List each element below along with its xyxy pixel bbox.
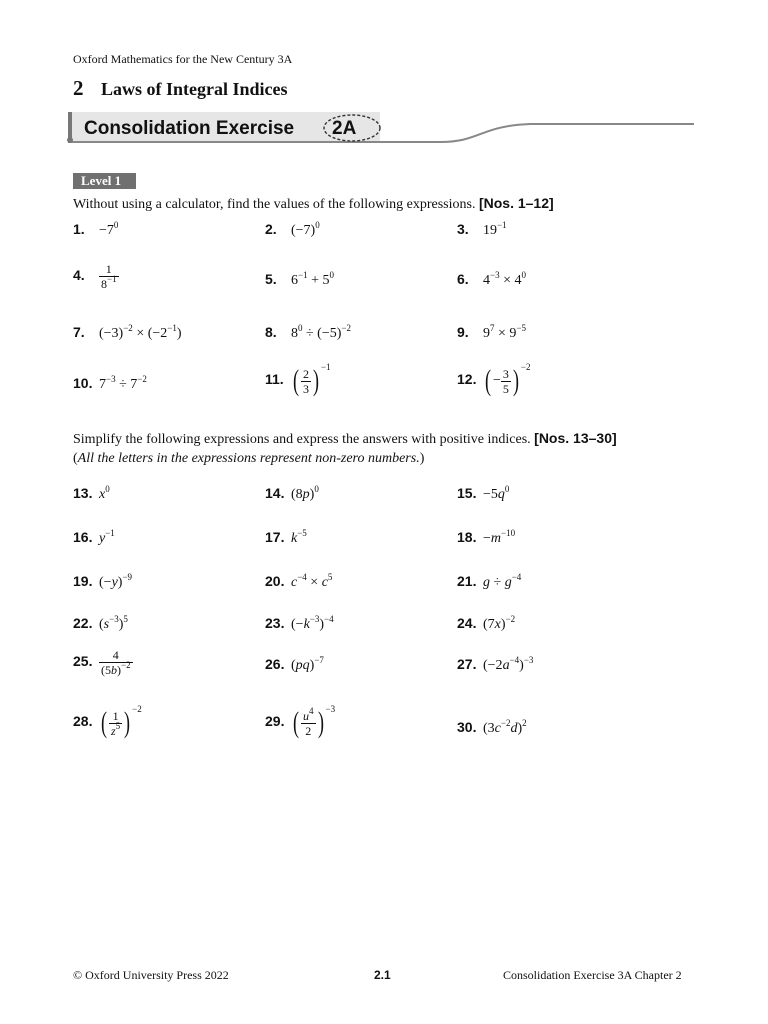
instruction-1-range: [Nos. 1–12] [478, 195, 554, 211]
instruction-2 [73, 430, 617, 448]
question-number: 22. [73, 615, 93, 631]
chapter-number: 2 [73, 76, 84, 100]
question-number: 6. [457, 271, 469, 287]
question-8: 8. $8^0 \div (-5)^{-2}$ [265, 323, 351, 341]
question-23: 23. $(-k^{-3})^{-4}$ [265, 614, 334, 632]
question-4: 4. $\frac{1}{8^{-1}}$ [73, 262, 117, 291]
question-14: 14. $(8p)^0$ [265, 484, 319, 502]
footer-page-number: 2.1 [374, 968, 391, 982]
question-number: 9. [457, 324, 469, 340]
question-number: 8. [265, 324, 277, 340]
book-title: Oxford Mathematics for the New Century 3A [73, 52, 293, 66]
question-number: 16. [73, 529, 93, 545]
question-19: 19. $(-y)^{-9}$ [73, 572, 133, 590]
question-5: 5. $6^{-1} + 5^0$ [265, 270, 334, 288]
question-number: 23. [265, 615, 285, 631]
question-number: 5. [265, 271, 277, 287]
question-number: 1. [73, 221, 85, 237]
question-number: 19. [73, 573, 93, 589]
question-number: 15. [457, 485, 477, 501]
question-number: 10. [73, 375, 93, 391]
question-number: 12. [457, 371, 477, 388]
question-number: 11. [265, 371, 284, 388]
question-29: 29. ( $\frac{u^4}{2}$ ) $^{-3}$ [265, 704, 336, 739]
instruction-2-note: (All the letters in the expressions represent non-zero numbers.) [73, 451, 425, 466]
question-number: 4. [73, 266, 85, 283]
question-number: 20. [265, 573, 285, 589]
chapter-title: Laws of Integral Indices [101, 79, 288, 99]
question-17: 17. $k^{-5}$ [265, 528, 307, 546]
question-7: 7. $(-3)^{-2} \times (-2^{-1})$ [73, 323, 182, 341]
question-30: 30. $(3c^{-2}d)^2$ [457, 718, 527, 736]
question-number: 13. [73, 485, 93, 501]
question-9: 9. $9^7 \times 9^{-5}$ [457, 323, 526, 341]
question-10: 10. $7^{-3} \div 7^{-2}$ [73, 374, 147, 392]
question-number: 3. [457, 221, 469, 237]
question-number: 25. [73, 652, 93, 669]
question-25: 25. $\frac{4}{(5b)^{-2}}$ [73, 648, 131, 677]
question-number: 7. [73, 324, 85, 340]
question-28: 28. ( $\frac{1}{z^5}$ ) $^{-2}$ [73, 704, 142, 739]
question-number: 21. [457, 573, 477, 589]
question-18: 18. $-m^{-10}$ [457, 528, 516, 546]
instruction-2-range: [Nos. 13–30] [534, 430, 617, 446]
question-13: 13. $x^0$ [73, 484, 110, 502]
question-number: 28. [73, 713, 93, 730]
question-number: 14. [265, 485, 285, 501]
instruction-1 [73, 195, 554, 213]
question-20: 20. $c^{-4} \times c^5$ [265, 572, 333, 590]
question-2: 2. $(-7)^0$ [265, 220, 320, 238]
question-22: 22. $(s^{-3})^5$ [73, 614, 128, 632]
question-1: 1. $-7^0$ [73, 220, 119, 238]
banner-title: Consolidation Exercise [84, 118, 295, 139]
footer-chapter: Consolidation Exercise 3A Chapter 2 [503, 968, 682, 982]
question-number: 26. [265, 656, 285, 672]
question-number: 27. [457, 656, 477, 672]
question-12: 12. ( − $\frac{3}{5}$ ) $^{-2}$ [457, 362, 531, 397]
instruction-2-note-text: All the letters in the expressions represent non-zero numbers. [77, 451, 420, 466]
question-3: 3. $19^{-1}$ [457, 220, 507, 238]
footer-copyright: © Oxford University Press 2022 [73, 968, 229, 982]
question-number: 30. [457, 719, 477, 735]
question-15: 15. $-5q^0$ [457, 484, 510, 502]
banner-code: 2A [332, 118, 357, 139]
question-number: 29. [265, 713, 285, 730]
question-27: 27. $(-2a^{-4})^{-3}$ [457, 655, 534, 673]
question-6: 6. $4^{-3} \times 4^0$ [457, 270, 526, 288]
question-number: 2. [265, 221, 277, 237]
question-number: 17. [265, 529, 285, 545]
question-number: 18. [457, 529, 477, 545]
question-26: 26. (pq)$^{-7}$ [265, 655, 324, 673]
instruction-1-text: Without using a calculator, find the values of the following expressions. [73, 197, 476, 212]
level-badge: Level 1 [73, 173, 136, 189]
instruction-2-text: Simplify the following expressions and express the answers with positive indices. [73, 432, 531, 447]
question-16: 16. $y^{-1}$ [73, 528, 115, 546]
question-number: 24. [457, 615, 477, 631]
question-11: 11. ( $\frac{2}{3}$ ) $^{-1}$ [265, 362, 331, 397]
question-21: 21. $g \div g^{-4}$ [457, 572, 522, 590]
question-24: 24. $(7x)^{-2}$ [457, 614, 516, 632]
